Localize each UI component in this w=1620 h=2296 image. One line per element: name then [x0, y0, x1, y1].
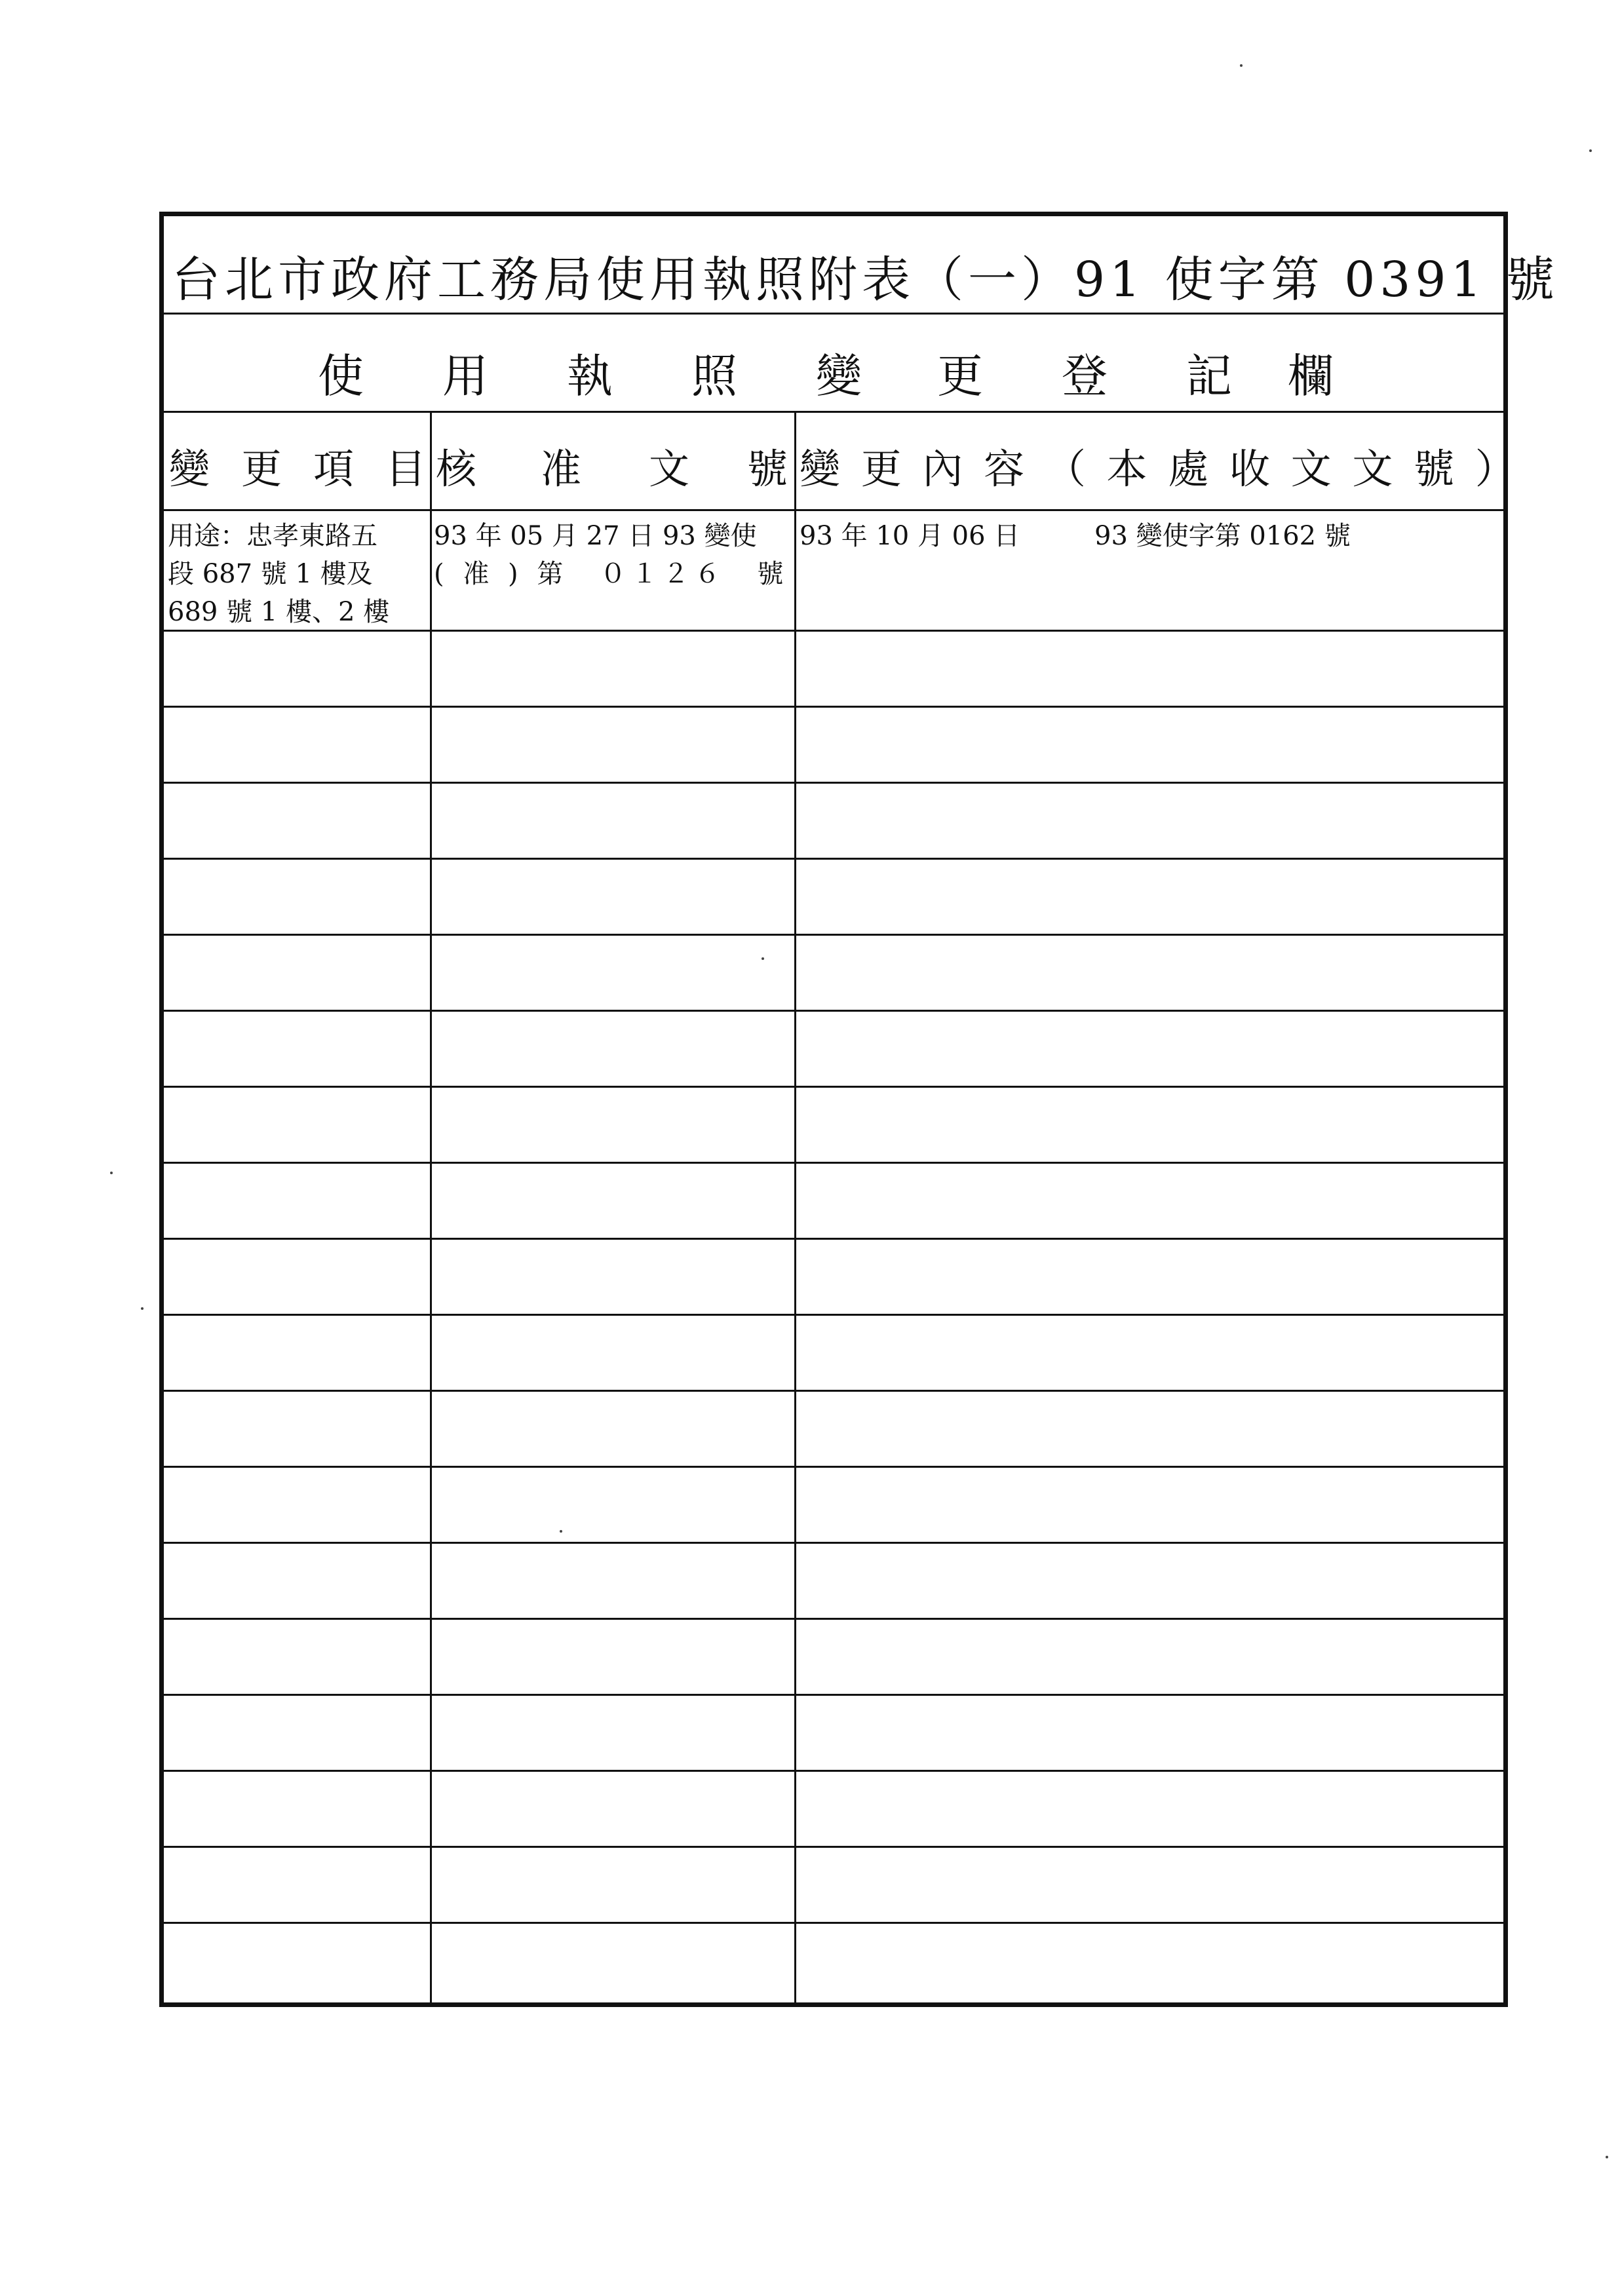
row-divider: [164, 1770, 1503, 1772]
row-content-date: 93 年 10 月 06 日: [800, 521, 1020, 551]
row-divider: [164, 1922, 1503, 1924]
row-content-number: 93 變使字第 0162 號: [1094, 521, 1351, 551]
row-divider: [164, 1390, 1503, 1392]
row-divider: [164, 1466, 1503, 1468]
row-divider: [164, 630, 1503, 632]
header-content: 變 更 內 容 （ 本 處 收 文 文 號 ）: [800, 445, 1520, 493]
header-approval-char: 文: [649, 445, 690, 493]
row-divider: [164, 706, 1503, 708]
subtitle-char: 變: [816, 349, 862, 403]
header-approval-char: 准: [541, 445, 582, 493]
header-item-char: 變: [169, 445, 210, 493]
row-divider: [164, 934, 1503, 936]
row-divider: [164, 858, 1503, 860]
row-item-line: 用途：忠孝東路五: [168, 521, 377, 551]
scan-speck: [762, 957, 764, 960]
header-approval-char: 號: [747, 445, 788, 493]
row-divider: [164, 1162, 1503, 1164]
registration-form: [159, 212, 1560, 2007]
row-divider: [164, 1086, 1503, 1088]
form-title: 台北市政府工務局使用執照附表（一）91 使字第 0391 號: [172, 252, 1560, 308]
row-divider: [164, 1010, 1503, 1012]
form-title-row: [164, 216, 1560, 315]
scan-speck: [141, 1307, 144, 1310]
subtitle-char: 記: [1186, 349, 1232, 403]
row-divider: [164, 782, 1503, 784]
header-item-char: 項: [313, 445, 355, 493]
scan-speck: [1240, 64, 1243, 67]
row-item-line: 段 687 號 1 樓及: [168, 559, 373, 589]
row-divider: [164, 1846, 1503, 1848]
scan-speck: [1606, 2156, 1608, 2158]
row-approval-line: ( 准 ) 第 ０１２６ 號: [434, 559, 789, 589]
header-approval-char: 核: [436, 445, 477, 493]
column-divider: [794, 413, 796, 2002]
row-divider: [164, 1314, 1503, 1316]
scan-speck: [560, 1530, 562, 1533]
header-item-char: 更: [241, 445, 282, 493]
scan-speck: [110, 1172, 113, 1174]
subtitle-char: 更: [937, 349, 983, 403]
subtitle-char: 照: [691, 349, 737, 403]
row-item-line: 689 號 1 樓、2 樓: [168, 597, 390, 627]
row-divider: [164, 1618, 1503, 1620]
subtitle-char: 欄: [1288, 349, 1334, 403]
row-divider: [164, 1694, 1503, 1696]
subtitle-char: 使: [318, 349, 364, 403]
subtitle-char: 用: [442, 349, 488, 403]
row-divider: [164, 1542, 1503, 1544]
header-item-char: 目: [385, 445, 427, 493]
column-header-row: [164, 413, 1520, 511]
row-divider: [164, 1238, 1503, 1240]
row-approval-line: 93 年 05 月 27 日 93 變使: [434, 521, 757, 551]
subtitle-char: 執: [567, 349, 613, 403]
column-divider: [430, 413, 432, 2002]
subtitle-char: 登: [1062, 349, 1108, 403]
scan-speck: [1589, 149, 1592, 152]
form-subtitle-row: [164, 315, 1503, 413]
